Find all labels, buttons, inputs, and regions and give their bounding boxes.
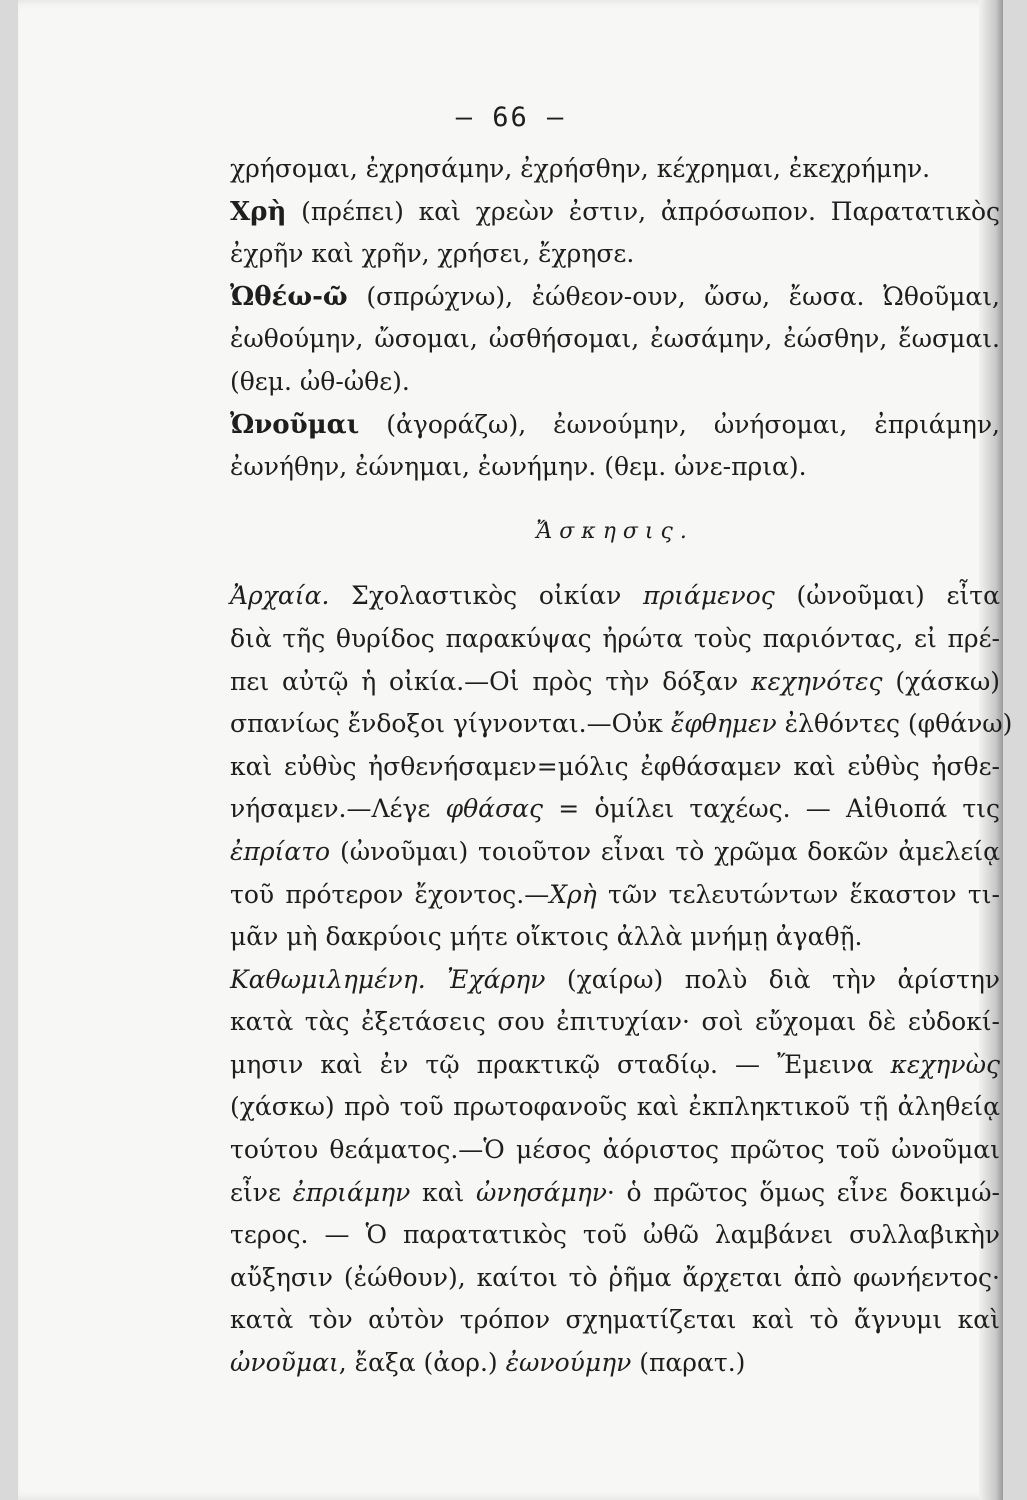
- text-run: , ἔαξα (ἀορ.): [338, 1348, 506, 1378]
- text-run: (ὠνοῦμαι) τοιοῦτον εἶναι τὸ χρῶμα δοκῶν ἀμελείᾳ: [330, 836, 1000, 866]
- text-run: κατὰ τὰς ἐξετάσεις σου ἐπιτυχίαν· σοὶ εὔχομαι δὲ εὐδοκί-: [230, 1007, 1000, 1037]
- text-run: ἐωνήθην, ἐώνημαι, ἐωνήμην. (θεμ. ὠνε-πρια).: [230, 452, 807, 482]
- italic-text: πριάμενος: [643, 581, 775, 611]
- text-run: ἐλθόντες (φθάνω): [776, 709, 1013, 739]
- text-run: αὔξησιν (ἐώθουν), καίτοι τὸ ῥῆμα ἄρχεται ἀπὸ φωνήεντος·: [230, 1262, 1000, 1292]
- text-line: [230, 618, 1000, 661]
- text-line: [230, 446, 1000, 489]
- text-run: ἐωθούμην, ὤσομαι, ὠσθήσομαι, ἐωσάμην, ἐώσθην, ἔωσμαι.: [230, 324, 1000, 354]
- text-line: [230, 318, 1000, 361]
- text-run: ἐχρῆν καὶ χρῆν, χρήσει, ἔχρησε.: [230, 239, 635, 269]
- paragraph: [230, 404, 1000, 489]
- italic-text: Ἀρχαία.: [230, 581, 330, 611]
- paragraph: [230, 575, 1013, 958]
- text-run: καὶ εὐθὺς ἠσθενήσαμεν=μόλις ἐφθάσαμεν καὶ εὐθὺς ἠσθε-: [230, 751, 1000, 781]
- italic-text: ἐπρίατο: [230, 836, 331, 866]
- text-line: [230, 1044, 1000, 1087]
- italic-text: ὠνησάμην: [475, 1177, 607, 1207]
- text-line: [230, 916, 1000, 959]
- text-line: [230, 511, 1000, 554]
- text-line: [230, 191, 1000, 234]
- paragraph: [230, 148, 1000, 191]
- text-line: [230, 404, 1000, 447]
- text-line: [230, 874, 1000, 917]
- text-run: (ἀγοράζω), ἐωνούμην, ὠνήσομαι, ἐπριάμην,: [359, 409, 1000, 439]
- text-run: τούτου θεάματος.—Ὁ μέσος ἀόριστος πρῶτος τοῦ ὠνοῦμαι: [230, 1135, 1000, 1165]
- text-run: (πρέπει) καὶ χρεὼν ἐστιν, ἀπρόσωπον. Παρατατικὸς: [286, 196, 1000, 226]
- italic-text: ἔφθημεν: [670, 709, 777, 739]
- text-run: τερος. — Ὁ παρατατικὸς τοῦ ὠθῶ λαμβάνει συλλαβικὴν: [230, 1220, 1000, 1250]
- italic-text: ὠνοῦμαι: [230, 1348, 339, 1378]
- text-line: [230, 233, 1000, 276]
- text-run: μᾶν μὴ δακρύοις μήτε οἴκτοις ἀλλὰ μνήμῃ ἀγαθῇ.: [230, 922, 863, 952]
- text-run: χρήσομαι, ἐχρησάμην, ἐχρήσθην, κέχρημαι, ἐκεχρήμην.: [230, 154, 931, 183]
- text-line: [230, 361, 1000, 404]
- paragraph-gap: [230, 489, 1000, 511]
- text-run: [426, 965, 448, 994]
- italic-text: φθάσας: [445, 794, 544, 824]
- italic-text: ἐωνούμην: [505, 1348, 632, 1378]
- text-line: [230, 1342, 1000, 1385]
- text-run: πει αὐτῷ ἡ οἰκία.—Οἱ πρὸς τὴν δόξαν: [230, 666, 752, 696]
- text-line: [230, 831, 1000, 874]
- lemma-headword: Ὠνοῦμαι: [230, 409, 360, 440]
- text-line: [230, 1086, 1000, 1129]
- italic-text: Χρὴ: [549, 879, 597, 909]
- page-body-text: [230, 148, 1013, 1385]
- text-run: (σπρώχνω), ἐώθεον-ουν, ὤσω, ἔωσα. Ὠθοῦμαι,: [347, 281, 1000, 311]
- text-run: καὶ: [410, 1177, 476, 1207]
- text-line: [230, 788, 1000, 831]
- italic-text: Ἐχάρην: [447, 964, 546, 994]
- text-run: μησιν καὶ ἐν τῷ πρακτικῷ σταδίῳ. — Ἔμεινα: [230, 1049, 891, 1079]
- text-run: νήσαμεν.—Λέγε: [230, 794, 446, 824]
- text-run: (χάσκω) πρὸ τοῦ πρωτοφανοῦς καὶ ἐκπληκτικοῦ τῇ ἀληθείᾳ: [230, 1092, 1000, 1122]
- text-run: εἶνε: [230, 1177, 293, 1207]
- text-line: [230, 276, 1000, 319]
- text-run: διὰ τῆς θυρίδος παρακύψας ἠρώτα τοὺς παριόντας, εἰ πρέ-: [230, 623, 1000, 653]
- text-run: · ὁ πρῶτος ὅμως εἶνε δοκιμώ-: [606, 1177, 1000, 1207]
- text-run: κατὰ τὸν αὐτὸν τρόπον σχηματίζεται καὶ τὸ ἄγνυμι καὶ: [230, 1305, 1000, 1335]
- scanned-page: [18, 0, 1013, 1500]
- italic-text: Καθωμιλημένη.: [230, 964, 426, 994]
- page-number: — 66 —: [455, 102, 566, 133]
- text-run: (παρατ.): [631, 1348, 746, 1378]
- section-heading: [230, 511, 1000, 554]
- text-run: τοῦ πρότερον ἔχοντος.—: [230, 879, 550, 909]
- italic-text: κεχηνὼς: [890, 1049, 1000, 1079]
- text-run: Σχολαστικὸς οἰκίαν: [329, 581, 644, 611]
- text-run: Ἄσκησις.: [536, 518, 694, 544]
- italic-text: κεχηνότες: [751, 666, 883, 696]
- text-line: [230, 703, 1013, 746]
- text-line: [230, 661, 1000, 704]
- text-run: (θεμ. ὠθ-ὠθε).: [230, 366, 410, 396]
- text-line: [230, 746, 1000, 789]
- text-run: τῶν τελευτώντων ἕκαστον τι-: [596, 879, 1000, 909]
- text-line: [230, 148, 1000, 191]
- text-line: [230, 959, 1000, 1002]
- text-line: [230, 575, 1000, 618]
- text-run: (χάσκω): [882, 666, 1000, 696]
- lemma-headword: Χρὴ: [230, 196, 287, 227]
- text-line: [230, 1129, 1000, 1172]
- italic-text: ἐπριάμην: [292, 1177, 411, 1207]
- text-run: (χαίρω) πολὺ διὰ τὴν ἀρίστην: [545, 964, 1000, 994]
- text-line: [230, 1001, 1000, 1044]
- text-line: [230, 1172, 1000, 1215]
- paragraph: [230, 276, 1000, 404]
- text-run: = ὁμίλει ταχέως. — Αἰθιοπά τις: [543, 794, 1000, 824]
- text-line: [230, 1257, 1000, 1300]
- lemma-headword: Ὠθέω-ῶ: [230, 281, 348, 312]
- paragraph: [230, 959, 1000, 1385]
- text-run: σπανίως ἔνδοξοι γίγνονται.—Οὐκ: [230, 709, 671, 739]
- paragraph-gap: [230, 553, 1000, 575]
- text-line: [230, 1299, 1000, 1342]
- text-line: [230, 1214, 1000, 1257]
- text-run: (ὠνοῦμαι) εἶτα: [774, 581, 1000, 611]
- paragraph: [230, 191, 1000, 276]
